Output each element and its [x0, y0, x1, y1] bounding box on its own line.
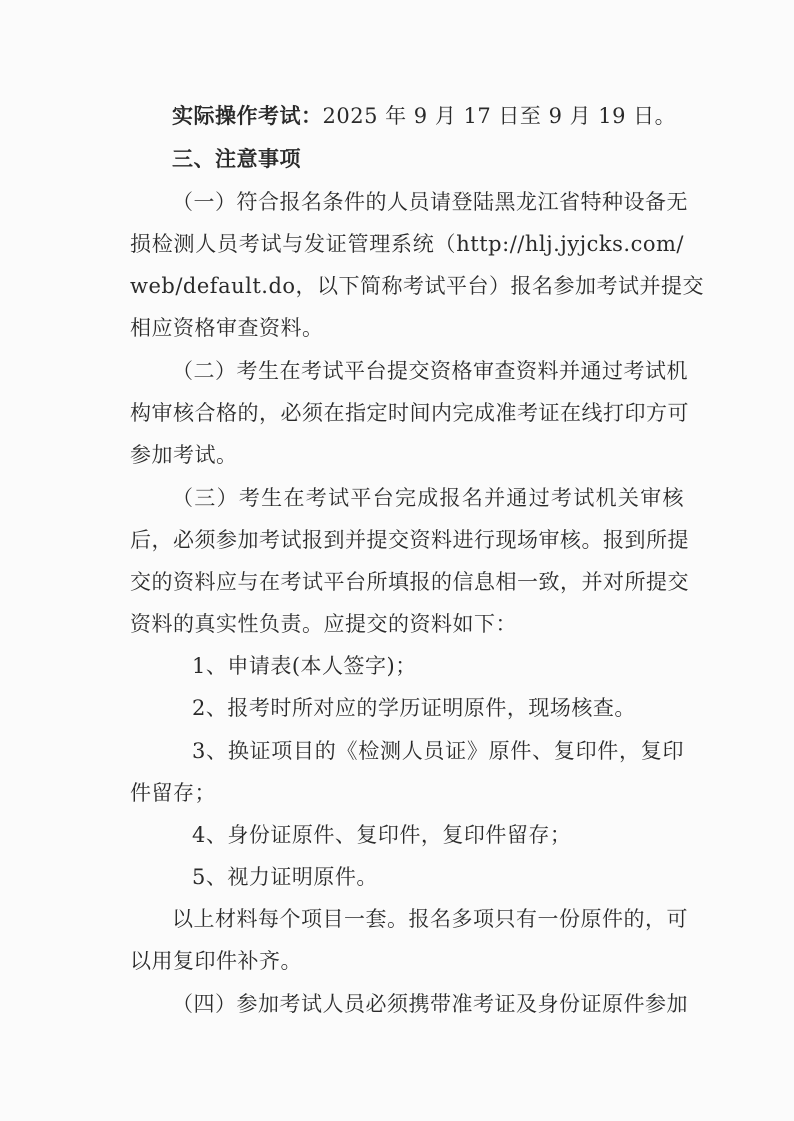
material-item-3-line-2: 件留存； [130, 781, 216, 805]
section-heading-notes: 三、注意事项 [172, 147, 301, 171]
item-3-line-2: 后，必须参加考试报到并提交资料进行现场审核。报到所提 [130, 528, 689, 552]
practical-exam-date: 2025 年 9 月 17 日至 9 月 19 日。 [322, 104, 677, 128]
item-3-line-1: （三）考生在考试平台完成报名并通过考试机关审核 [172, 486, 684, 510]
item-2-line-3: 参加考试。 [130, 443, 238, 467]
note-line-2: 以用复印件补齐。 [130, 949, 302, 973]
material-item-4: 4、身份证原件、复印件，复印件留存； [192, 823, 572, 847]
item-3-line-3: 交的资料应与在考试平台所填报的信息相一致，并对所提交 [130, 570, 689, 594]
practical-exam-line [172, 102, 676, 130]
material-item-2: 2、报考时所对应的学历证明原件，现场核查。 [192, 696, 636, 720]
item-4-line-1: （四）参加考试人员必须携带准考证及身份证原件参加 [172, 992, 688, 1016]
item-1-line-3: web/default.do，以下简称考试平台）报名参加考试并提交 [130, 274, 705, 298]
item-1-line-4: 相应资格审查资料。 [130, 316, 324, 340]
practical-exam-label: 实际操作考试： [172, 104, 323, 128]
material-item-3-line-1: 3、换证项目的《检测人员证》原件、复印件，复印 [192, 739, 684, 763]
item-2-line-1: （二）考生在考试平台提交资格审查资料并通过考试机 [172, 359, 688, 383]
item-3-line-4: 资料的真实性负责。应提交的资料如下： [130, 612, 517, 636]
note-line-1: 以上材料每个项目一套。报名多项只有一份原件的，可 [172, 907, 688, 931]
material-item-5: 5、视力证明原件。 [192, 865, 378, 889]
item-1-line-2: 损检测人员考试与发证管理系统（http://hlj.jyjcks.com/ [130, 232, 684, 256]
material-item-1: 1、申请表(本人签字)； [192, 654, 417, 678]
item-2-line-2: 构审核合格的，必须在指定时间内完成准考证在线打印方可 [130, 401, 689, 425]
item-1-line-1: （一）符合报名条件的人员请登陆黑龙江省特种设备无 [172, 190, 688, 214]
